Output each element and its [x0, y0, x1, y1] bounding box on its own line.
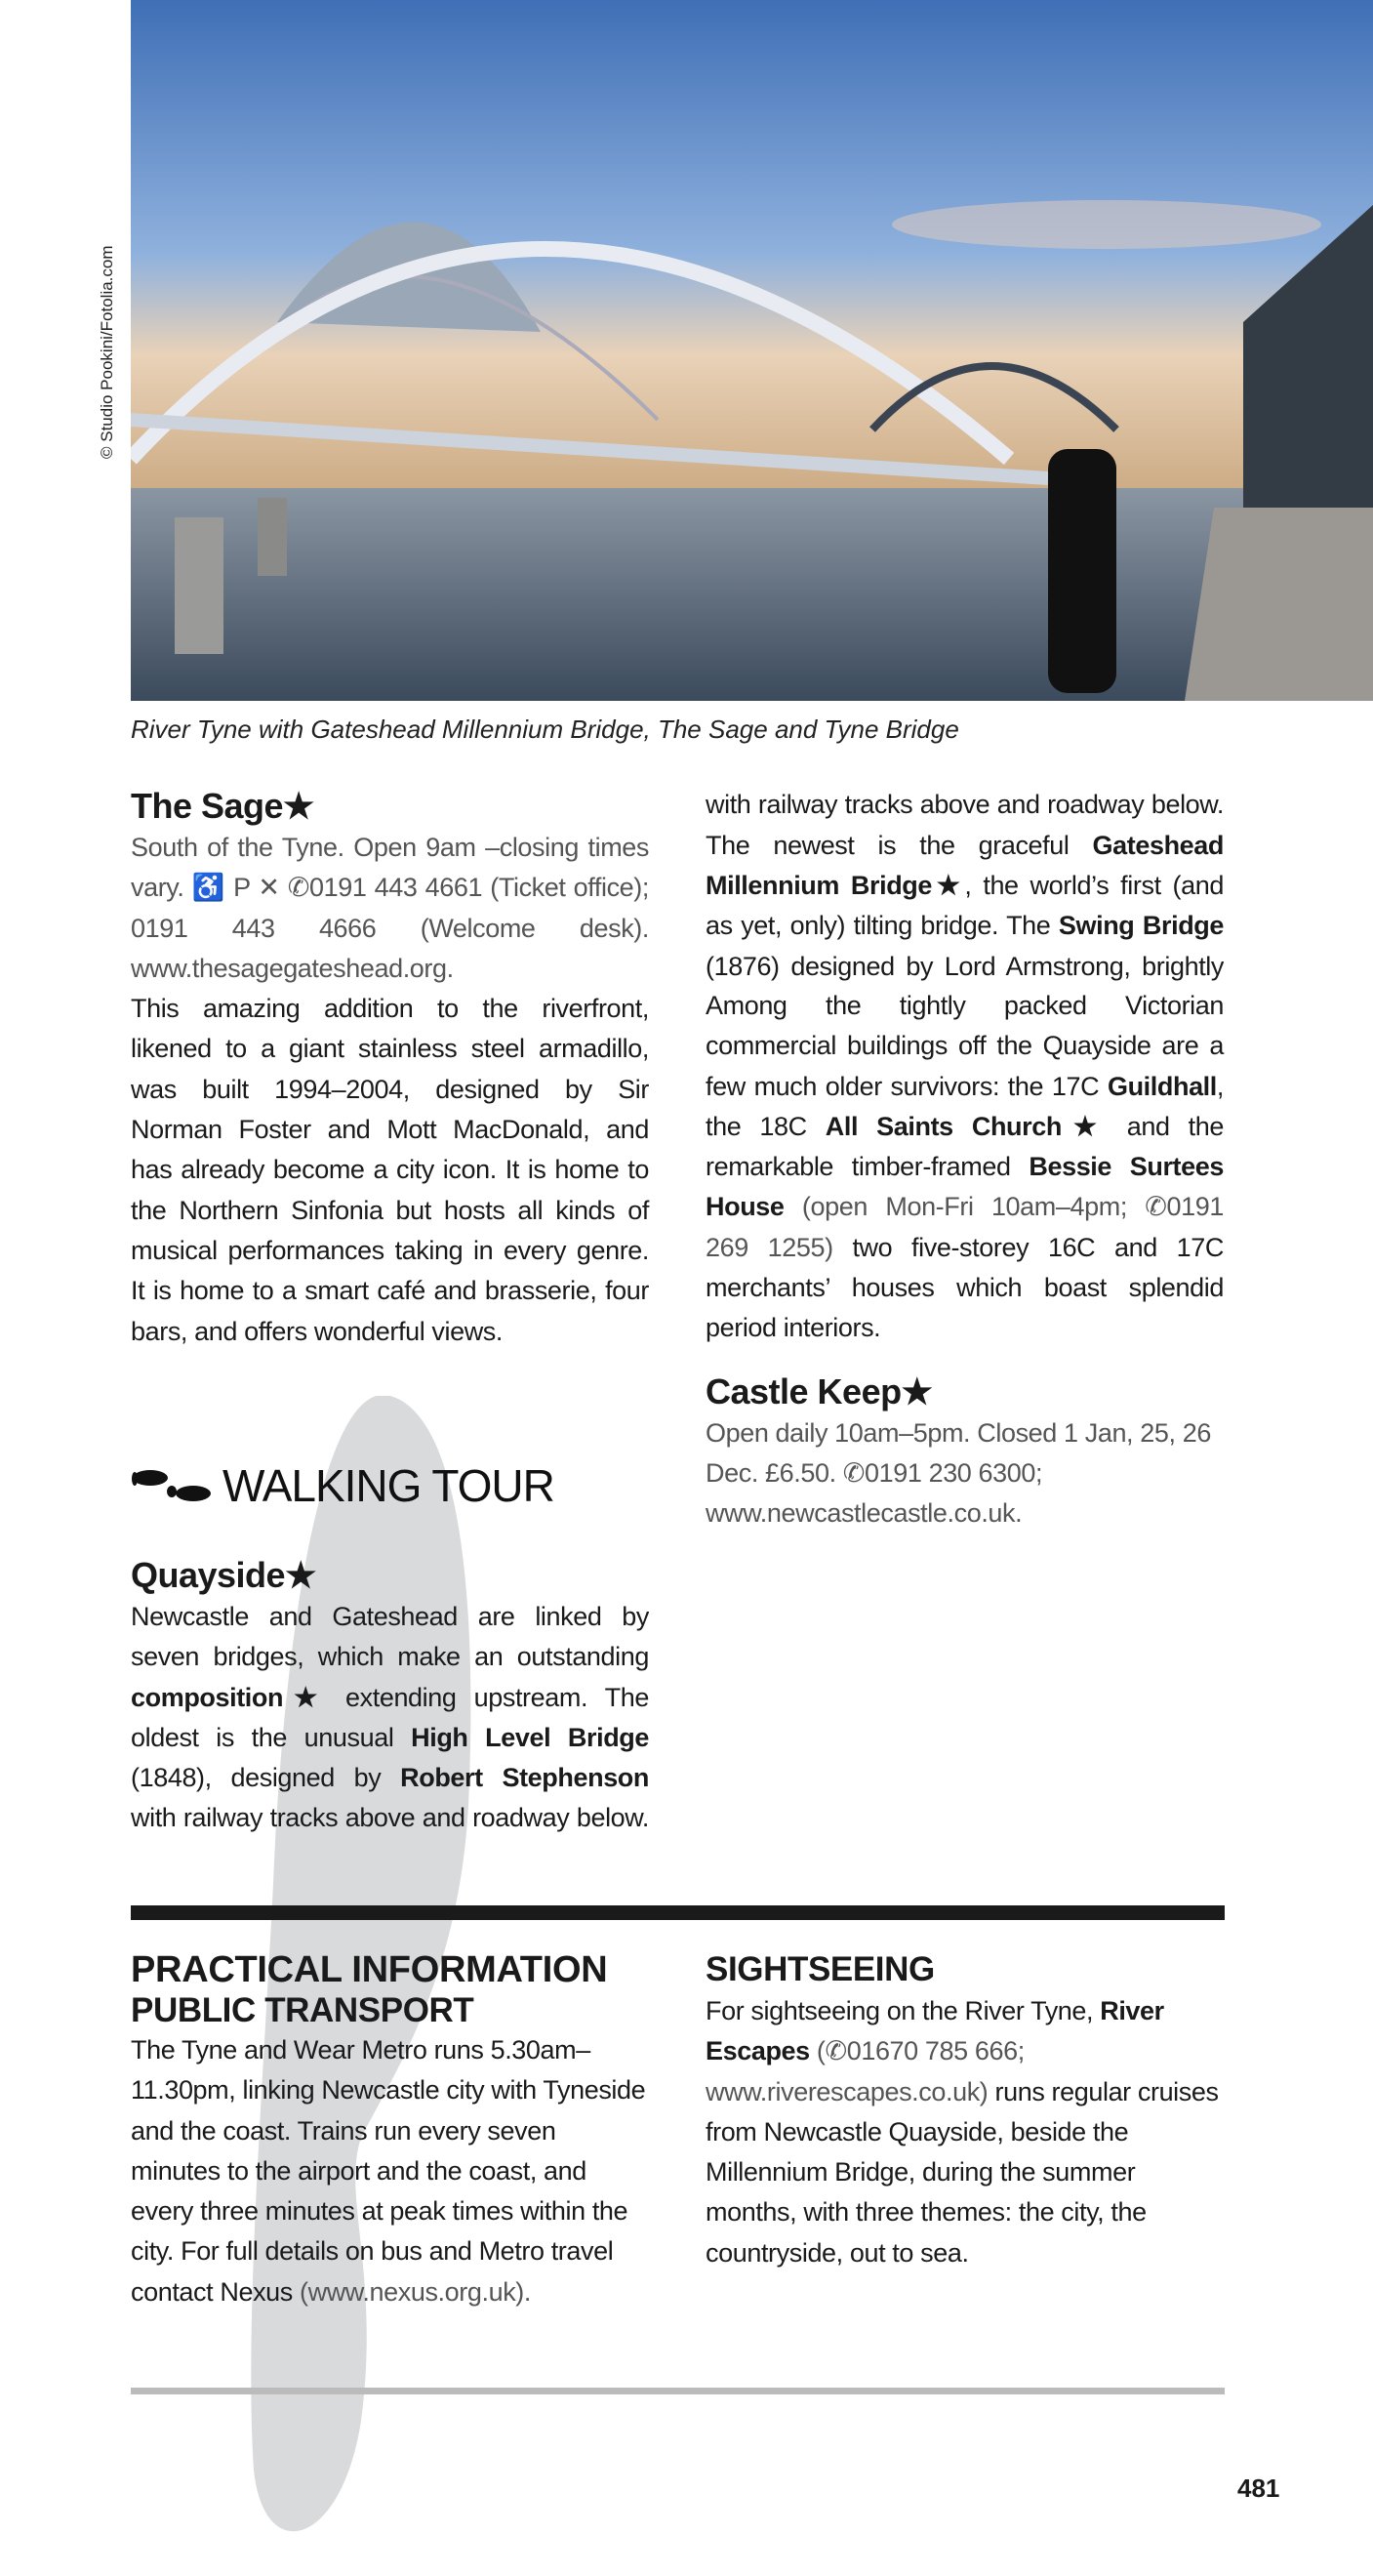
footer-divider	[131, 2388, 1225, 2394]
text-segment: , the 18C	[706, 1071, 1224, 1141]
text-segment: (1848), designed by	[131, 1763, 401, 1793]
quayside-title: Quayside★	[131, 1555, 316, 1595]
sightseeing-section	[706, 1948, 1224, 2273]
bold-text: composition★	[131, 1682, 328, 1712]
text-segment: (1876) designed by Lord Armstrong, brightly	[706, 951, 1224, 981]
right-column	[706, 785, 1224, 1534]
photo-credit: © Studio Pookini/Fotolia.com	[98, 245, 116, 459]
bold-text: River Escapes	[706, 1996, 1164, 2066]
public-transport-text	[131, 2030, 649, 2312]
quayside-description-2	[706, 986, 1224, 1349]
river-tyne-photo	[131, 0, 1373, 701]
castle-keep-title: Castle Keep★	[706, 1370, 933, 1411]
text-segment: extending upstream. The oldest is the unusual	[131, 1682, 649, 1752]
text-segment: Open daily 10am–5pm. Closed 1 Jan, 25, 26 Dec. £6.50. ✆0191 230 6300; www.newcastlecastle.co.uk.	[706, 1417, 1211, 1529]
text-segment: For sightseeing on the River Tyne,	[706, 1996, 1101, 2025]
text-segment: (www.nexus.org.uk).	[300, 2276, 531, 2307]
public-transport-title: PUBLIC TRANSPORT	[131, 1991, 474, 2029]
text-segment: (open Mon-Fri 10am–4pm; ✆0191 269 1255)	[706, 1192, 1224, 1262]
sage-description	[131, 989, 649, 1352]
walking-tour-label: WALKING TOUR	[222, 1460, 554, 1511]
text-segment: Newcastle and Gateshead are linked by seven bridges, which make an outstanding	[131, 1602, 649, 1672]
text-segment: This amazing addition to the riverfront, likened to a giant stainless steel armadillo, was built 1994–2004, designed by Sir Norman Foster and Mott MacDonald, and has already become a city icon. It is home to the Northern Sinfonia but hosts all kinds of musical performances taking in every genre. It is home to a smart café and brasserie, four bars, and offers wonderful views.	[131, 994, 649, 1346]
bold-text: Guildhall	[1107, 1071, 1217, 1101]
bold-text: Gateshead Millennium Bridge★	[706, 830, 1224, 901]
page-number: 481	[1237, 2474, 1280, 2503]
quayside-body-part1	[131, 1597, 649, 1841]
text-segment: two five-storey 16C and 17C merchants’ houses which boast splendid period interiors.	[706, 1232, 1224, 1343]
text-segment: and the remarkable timber-framed	[706, 1111, 1224, 1182]
bold-text: High Level Bridge	[411, 1722, 649, 1752]
quayside-description	[131, 1597, 649, 1841]
text-segment: runs regular cruises from Newcastle Quayside, beside the Millennium Bridge, during the summer months, with three themes: the city, the countryside, out to sea.	[706, 2076, 1219, 2268]
bold-text: Bessie Surtees House	[706, 1152, 1224, 1222]
text-segment: 0191 443 4661 (Ticket office); 0191 443 4666 (Welcome desk). www.thesagegateshead.org.	[131, 873, 649, 983]
text-segment: (✆01670 785 666; www.riverescapes.co.uk)	[706, 2036, 1025, 2106]
bold-text: Robert Stephenson	[400, 1763, 649, 1793]
castle-keep-info	[706, 1413, 1224, 1534]
amenity-icons: ♿ P ✕ ✆	[191, 873, 310, 903]
practical-title: PRACTICAL INFORMATION	[131, 1949, 608, 1990]
text-segment: with railway tracks above and roadway below. The newest is the graceful	[706, 790, 1224, 860]
sage-info	[131, 828, 649, 989]
sightseeing-title: SIGHTSEEING	[706, 1950, 935, 1988]
footprints-icon	[131, 1466, 219, 1505]
sage-section	[131, 785, 649, 1352]
bold-text: Swing Bridge	[1058, 911, 1224, 941]
practical-information	[131, 1948, 649, 2312]
quayside-body-part2	[706, 785, 1224, 986]
quayside-description-cont	[706, 785, 1224, 986]
section-divider	[131, 1905, 1225, 1920]
photo-caption: River Tyne with Gateshead Millennium Bridge, The Sage and Tyne Bridge	[131, 715, 959, 744]
text-segment: The Tyne and Wear Metro runs 5.30am–11.30pm, linking Newcastle city with Tyneside and the coast. Trains run every seven minutes to the airport and the coast, and every three minutes at peak times within the city. For full details on bus and Metro travel contact Nexus	[131, 2035, 646, 2307]
text-segment: , the world’s first (and as yet, only) tilting bridge. The	[706, 871, 1224, 941]
sage-title: The Sage★	[131, 786, 314, 826]
walking-tour-heading	[131, 1459, 554, 1512]
text-segment: with railway tracks above and roadway below.	[131, 1803, 649, 1833]
sightseeing-text	[706, 1991, 1224, 2273]
bold-text: All Saints Church★	[825, 1111, 1109, 1141]
text-segment: Among the tightly packed Victorian commercial buildings off the Quayside are a few much older survivors: the 17C	[706, 991, 1224, 1101]
text-segment: South of the Tyne. Open 9am –closing times vary.	[131, 833, 649, 903]
